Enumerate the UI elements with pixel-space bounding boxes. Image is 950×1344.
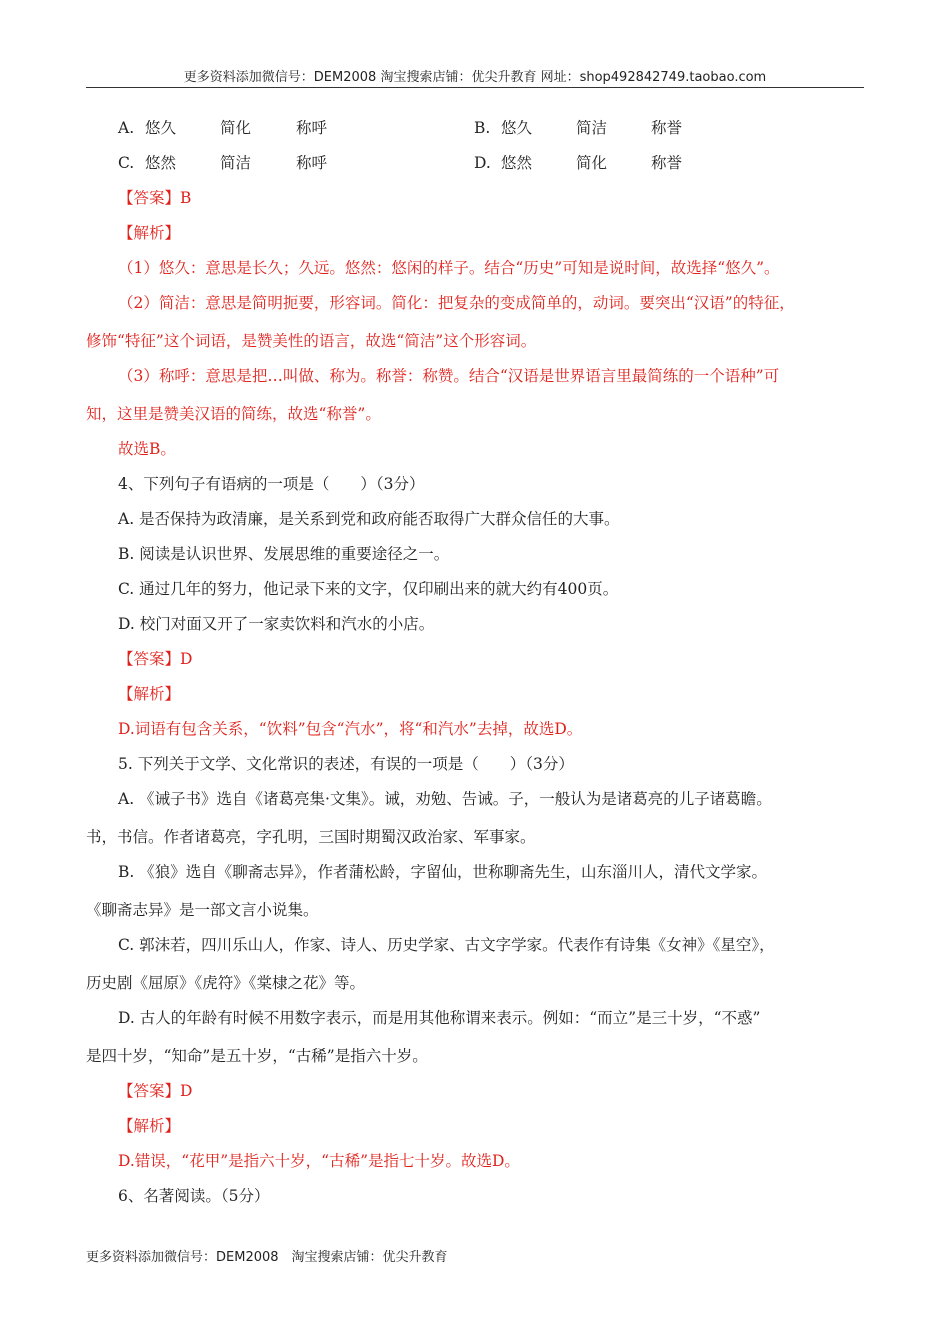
option-a-letter: A. (118, 119, 135, 137)
q5-line: 历史剧《屈原》《虎符》《棠棣之花》等。 (86, 974, 366, 992)
q4-analysis: D.词语有包含关系，“饮料”包含“汽水”，将“和汽水”去掉，故选D。 (118, 720, 583, 738)
q3-analysis-line: （3）称呼：意思是把…叫做、称为。称誉：称赞。结合“汉语是世界语言里最简练的一个语种”可 (118, 367, 780, 385)
option-d-word3: 称誉 (651, 154, 683, 172)
q5-analysis: D.错误，“花甲”是指六十岁，“古稀”是指七十岁。故选D。 (118, 1152, 520, 1170)
q5-line: A. 《诫子书》选自《诸葛亮集·文集》。诫，劝勉、告诫。子，一般认为是诸葛亮的儿子诸葛瞻。 (118, 790, 772, 808)
page-footer: 更多资料添加微信号：DEM2008 淘宝搜索店铺：优尖升教育 (86, 1250, 448, 1265)
option-d-word2: 简化 (576, 154, 608, 172)
q3-analysis-label: 【解析】 (118, 224, 181, 242)
q3-analysis-line: 知，这里是赞美汉语的简练，故选“称誉”。 (86, 405, 381, 423)
q5-line: 书，书信。作者诸葛亮，字孔明，三国时期蜀汉政治家、军事家。 (86, 828, 536, 846)
q3-answer: 【答案】B (118, 189, 192, 207)
option-a-word1: 悠久 (145, 119, 177, 137)
q5-line: 《聊斋志异》是一部文言小说集。 (86, 901, 319, 919)
q4-option: A. 是否保持为政清廉，是关系到党和政府能否取得广大群众信任的大事。 (118, 510, 620, 528)
option-a-word2: 简化 (220, 119, 252, 137)
q3-analysis-line: 修饰“特征”这个词语，是赞美性的语言，故选“简洁”这个形容词。 (86, 332, 537, 350)
option-d-letter: D. (474, 154, 491, 172)
q5-line: D. 古人的年龄有时候不用数字表示，而是用其他称谓来表示。例如：“而立”是三十岁，“不惑” (118, 1009, 761, 1027)
q4-option: C. 通过几年的努力，他记录下来的文字，仅印刷出来的就大约有400页。 (118, 580, 619, 598)
q5-title: 5. 下列关于文学、文化常识的表述，有误的一项是（ ）（3分） (118, 755, 574, 773)
q4-analysis-label: 【解析】 (118, 685, 181, 703)
q3-conclusion: 故选B。 (118, 440, 176, 458)
header-divider (86, 87, 864, 88)
q4-option: D. 校门对面又开了一家卖饮料和汽水的小店。 (118, 615, 435, 633)
option-d-word1: 悠然 (501, 154, 533, 172)
q4-option: B. 阅读是认识世界、发展思维的重要途径之一。 (118, 545, 450, 563)
q5-line: C. 郭沫若，四川乐山人，作家、诗人、历史学家、古文字学家。代表作有诗集《女神》《星空》， (118, 936, 775, 954)
q3-analysis-line: （2）简洁：意思是简明扼要，形容词。简化：把复杂的变成简单的，动词。要突出“汉语”的特征， (118, 294, 795, 312)
q5-line: 是四十岁，“知命”是五十岁，“古稀”是指六十岁。 (86, 1047, 428, 1065)
page-header: 更多资料添加微信号：DEM2008 淘宝搜索店铺：优尖升教育 网址：shop492842749.taobao.com (183, 70, 767, 85)
q6-title: 6、名著阅读。（5分） (118, 1187, 270, 1205)
q5-line: B. 《狼》选自《聊斋志异》，作者蒲松龄，字留仙，世称聊斋先生，山东淄川人，清代文学家。 (118, 863, 767, 881)
option-c-word3: 称呼 (296, 154, 328, 172)
option-a-word3: 称呼 (296, 119, 328, 137)
q5-answer: 【答案】D (118, 1082, 193, 1100)
q5-analysis-label: 【解析】 (118, 1117, 181, 1135)
q4-answer: 【答案】D (118, 650, 193, 668)
option-b-word1: 悠久 (501, 119, 533, 137)
option-c-letter: C. (118, 154, 135, 172)
option-b-letter: B. (474, 119, 491, 137)
q4-title: 4、下列句子有语病的一项是（ ）（3分） (118, 475, 425, 493)
q3-analysis-line: （1）悠久：意思是长久；久远。悠然：悠闲的样子。结合“历史”可知是说时间，故选择“悠久”。 (118, 259, 780, 277)
option-b-word2: 简洁 (576, 119, 608, 137)
option-c-word2: 简洁 (220, 154, 252, 172)
option-c-word1: 悠然 (145, 154, 177, 172)
option-b-word3: 称誉 (651, 119, 683, 137)
